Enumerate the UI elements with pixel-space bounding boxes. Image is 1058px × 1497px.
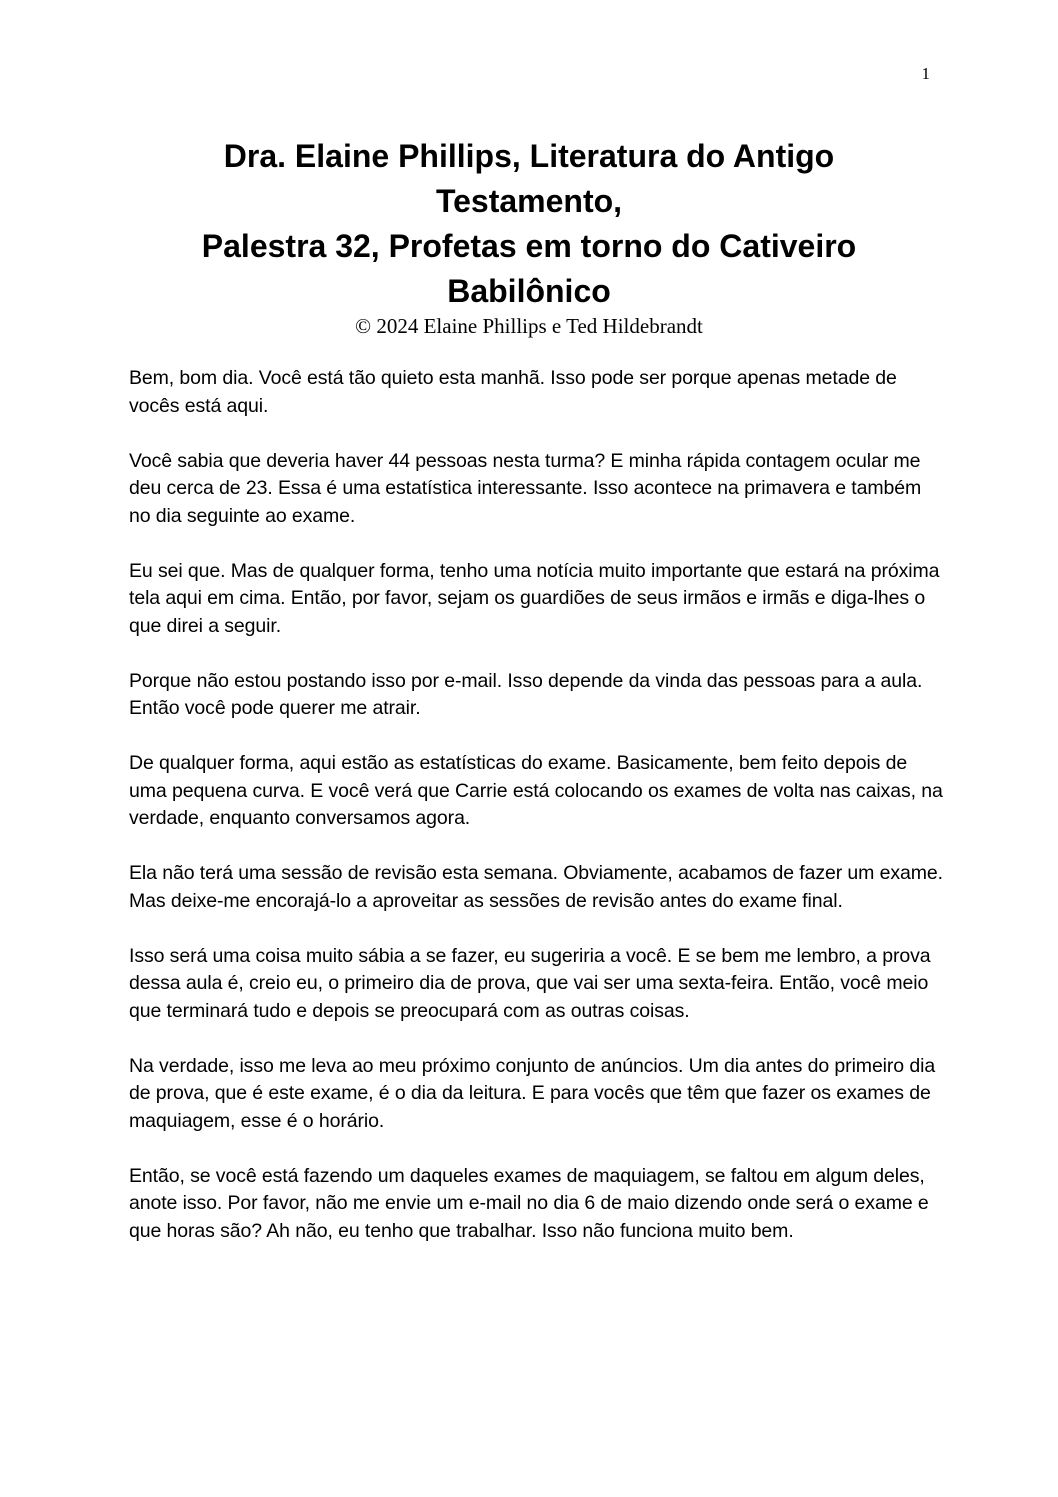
paragraph: Então, se você está fazendo um daqueles exames de maquiagem, se faltou em algum deles, anote isso. Por favor, não me envie um e-mail no dia 6 de maio dizendo onde será o exame e que horas são? Ah não, eu tenho que trabalhar. Isso não funciona muito bem. xyxy=(129,1164,929,1242)
page-number: 1 xyxy=(921,64,930,83)
body-text xyxy=(129,365,944,1273)
paragraph: Na verdade, isso me leva ao meu próximo conjunto de anúncios. Um dia antes do primeiro dia de prova, que é este exame, é o dia da leitura. E para vocês que têm que fazer os exames de maquiagem, esse é o horário. xyxy=(129,1054,936,1132)
paragraph: De qualquer forma, aqui estão as estatísticas do exame. Basicamente, bem feito depois de uma pequena curva. E você verá que Carrie está colocando os exames de volta nas caixas, na verdade, enquanto conversamos agora. xyxy=(129,752,943,829)
title-line: Testamento, xyxy=(435,183,623,219)
paragraph: Você sabia que deveria haver 44 pessoas nesta turma? E minha rápida contagem ocular me deu cerca de 23. Essa é uma estatística interessante. Isso acontece na primavera e também no dia seguinte ao exame. xyxy=(129,449,922,527)
title-line: Babilônico xyxy=(447,273,611,309)
title-line: Dra. Elaine Phillips, Literatura do Antigo xyxy=(223,138,835,174)
copyright-notice: © 2024 Elaine Phillips e Ted Hildebrandt xyxy=(355,314,703,338)
paragraph: Porque não estou postando isso por e-mail. Isso depende da vinda das pessoas para a aula. Então você pode querer me atrair. xyxy=(129,669,923,719)
title-block xyxy=(128,134,930,339)
paragraph: Isso será uma coisa muito sábia a se fazer, eu sugeriria a você. E se bem me lembro, a prova dessa aula é, creio eu, o primeiro dia de prova, que vai ser uma sexta-feira. Então, você meio que terminará tudo e depois se preocupará com as outras coisas. xyxy=(129,944,931,1022)
paragraph: Bem, bom dia. Você está tão quieto esta manhã. Isso pode ser porque apenas metade de vocês está aqui. xyxy=(129,367,897,417)
paragraph: Ela não terá uma sessão de revisão esta semana. Obviamente, acabamos de fazer um exame. Mas deixe-me encorajá-lo a aproveitar as sessões de revisão antes do exame final. xyxy=(129,862,943,912)
title-line: Palestra 32, Profetas em torno do Cativeiro xyxy=(201,228,857,264)
paragraph: Eu sei que. Mas de qualquer forma, tenho uma notícia muito importante que estará na próxima tela aqui em cima. Então, por favor, sejam os guardiões de seus irmãos e irmãs e diga-lhes o que direi a seguir. xyxy=(129,559,940,637)
